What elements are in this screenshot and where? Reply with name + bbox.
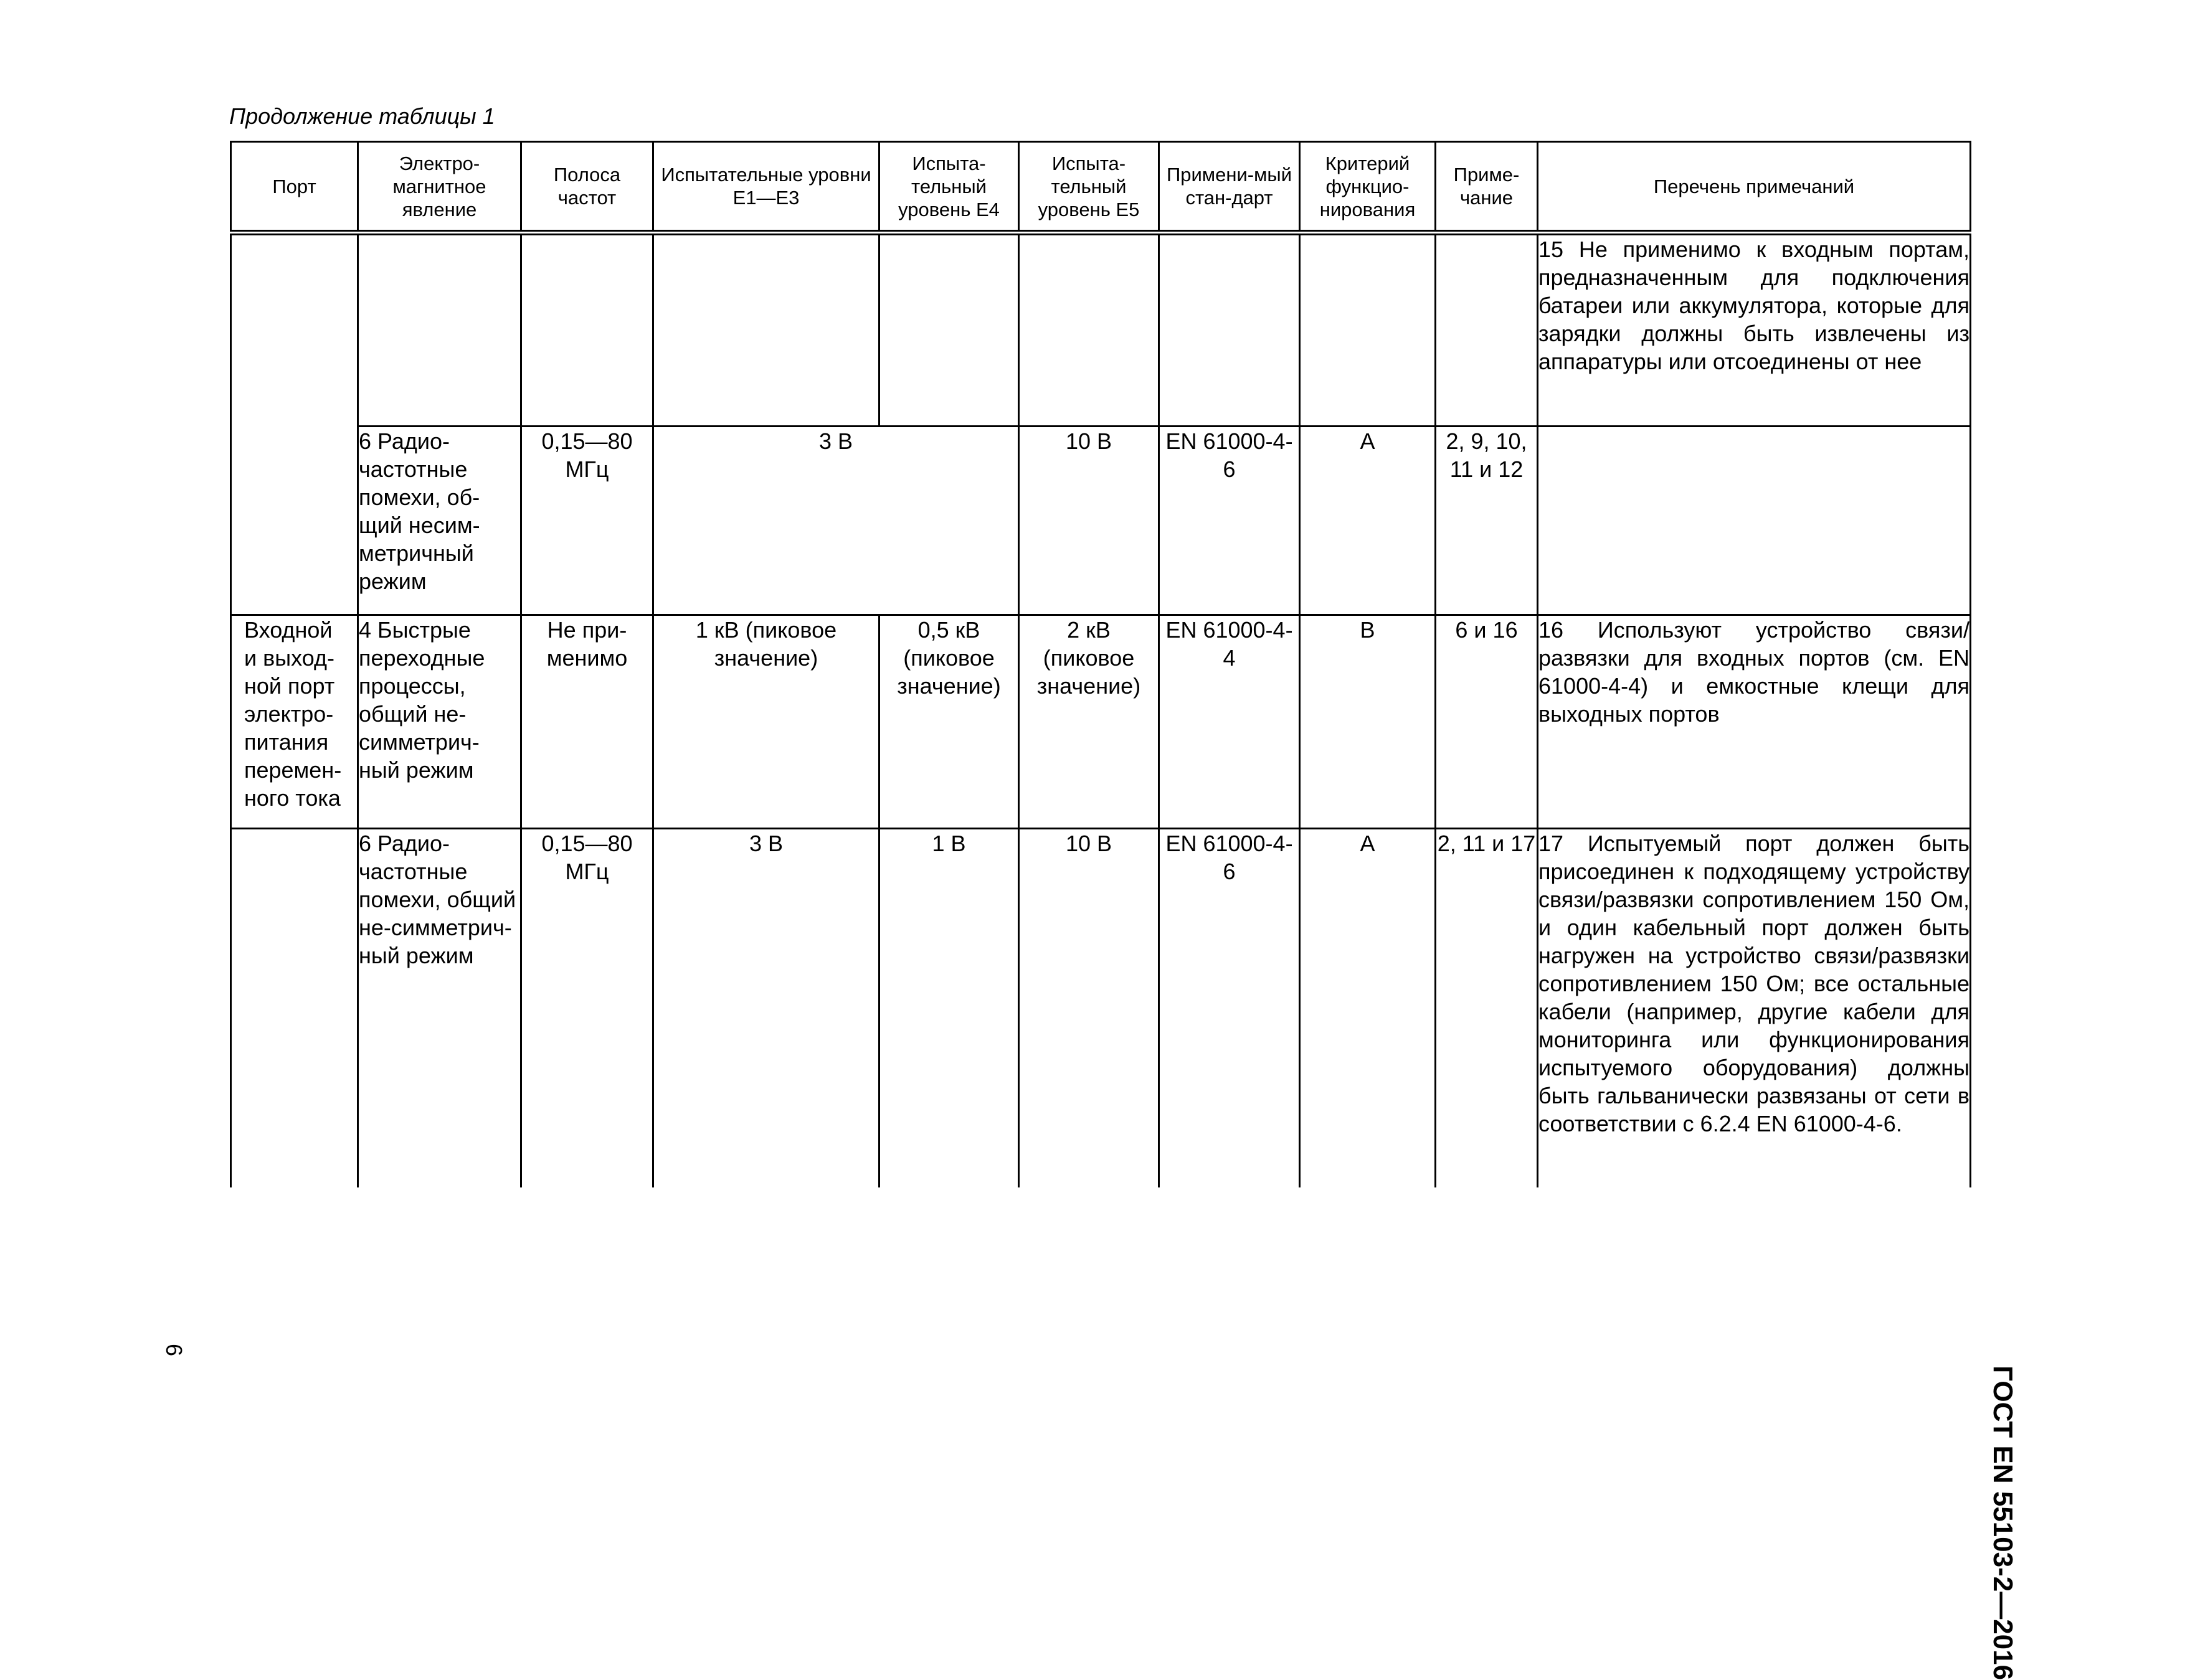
standard-cell: EN 61000-4-6 [1159,427,1300,615]
criterion-cell: В [1300,615,1436,829]
standard-cell: EN 61000-4-6 [1159,829,1300,1188]
criterion-cell [1300,233,1436,427]
header-level-e4: Испыта-тельный уровень Е4 [879,142,1019,233]
levels-e1-e3-cell: 1 кВ (пиковое значение) [653,615,879,829]
phenomenon-cell: 6 Радио-частотные помехи, об-щий несим-метричный режим [358,427,521,615]
levels-e1-e3-cell [653,233,879,427]
phenomenon-cell [358,233,521,427]
table-row [231,233,1971,427]
header-standard: Примени-мый стан-дарт [1159,142,1300,233]
port-cell: Входной и выход-ной порт электро-питания перемен-ного тока [231,615,358,829]
note-cell: 6 и 16 [1436,615,1538,829]
header-level-e5: Испыта-тельный уровень Е5 [1019,142,1159,233]
notes-list-cell: 15 Не применимо к входным портам, предназначенным для подключения батареи или аккумулятора, которые для зарядки должны быть извлечены из аппаратуры или отсоединены от нее [1538,233,1971,427]
band-cell [521,233,653,427]
band-cell: 0,15—80 МГц [521,427,653,615]
header-levels-e1-e3: Испытательные уровни Е1—Е3 [653,142,879,233]
header-phenomenon: Электро-магнитное явление [358,142,521,233]
level-e4-cell [879,233,1019,427]
port-cell [231,233,358,615]
levels-e1-e3-cell: 3 В [653,829,879,1188]
table-header-row [231,142,1971,233]
standard-cell [1159,233,1300,427]
criterion-cell: А [1300,427,1436,615]
notes-list-cell: 17 Испытуемый порт должен быть присоединен к подходящему устройству связи/развязки сопротивлением 150 Ом, и один кабельный порт должен быть нагружен на устройство связи/развязки сопротивлением 150 Ом; все остальные кабели (например, другие кабели для мониторинга или функционирования испытуемого оборудования) должны быть гальванически развязаны от сети в соответствии с 6.2.4 EN 61000-4-6. [1538,829,1971,1188]
level-e5-cell: 10 В [1019,427,1159,615]
band-cell: 0,15—80 МГц [521,829,653,1188]
page-number: 6 [161,1344,187,1357]
levels-e1-e4-cell: 3 В [653,427,1019,615]
table-row [231,829,1971,1188]
table-row [231,615,1971,829]
header-port: Порт [231,142,358,233]
table-caption: Продолжение таблицы 1 [229,103,495,129]
port-cell [231,829,358,1188]
table-row [231,427,1971,615]
header-notes-list: Перечень примечаний [1538,142,1971,233]
notes-list-cell: 16 Используют устройство связи/развязки для входных портов (см. EN 61000-4-4) и емкостные клещи для выходных портов [1538,615,1971,829]
level-e4-cell: 0,5 кВ (пиковое значение) [879,615,1019,829]
standard-cell: EN 61000-4-4 [1159,615,1300,829]
phenomenon-cell: 6 Радио-частотные помехи, общий не-симметрич-ный режим [358,829,521,1188]
note-cell: 2, 9, 10, 11 и 12 [1436,427,1538,615]
notes-list-cell [1538,427,1971,615]
criterion-cell: А [1300,829,1436,1188]
level-e5-cell [1019,233,1159,427]
band-cell: Не при-менимо [521,615,653,829]
header-frequency-band: Полоса частот [521,142,653,233]
level-e5-cell: 10 В [1019,829,1159,1188]
phenomenon-cell: 4 Быстрые переходные процессы, общий не-симметрич-ный режим [358,615,521,829]
header-criterion: Критерий функцио-нирования [1300,142,1436,233]
header-note: Приме-чание [1436,142,1538,233]
note-cell: 2, 11 и 17 [1436,829,1538,1188]
test-requirements-table [230,141,1971,1187]
level-e4-cell: 1 В [879,829,1019,1188]
level-e5-cell: 2 кВ (пиковое значение) [1019,615,1159,829]
document-side-title: ГОСТ EN 55103-2—2016 [1988,1366,2018,1680]
note-cell [1436,233,1538,427]
